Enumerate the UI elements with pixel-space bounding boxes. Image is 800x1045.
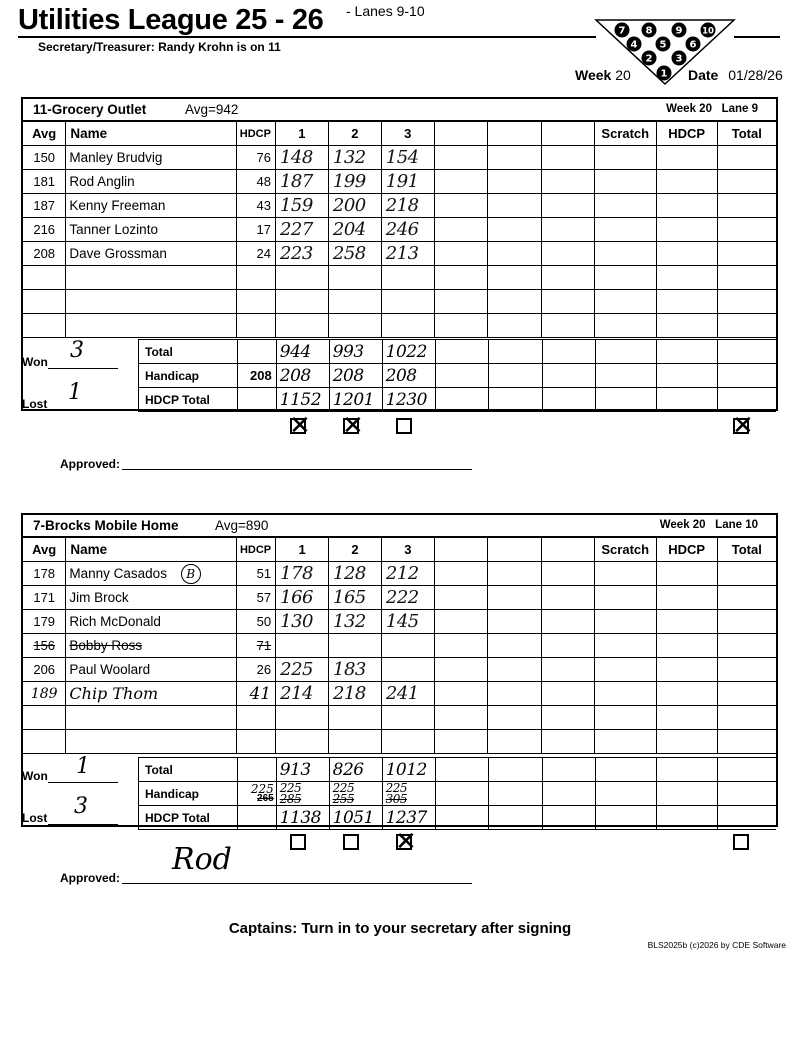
column-header-row (23, 538, 776, 562)
game-2-score: 218 (329, 682, 382, 706)
copyright: BLS2025b (c)2026 by CDE Software (647, 940, 786, 950)
player-hdcp: 41 (237, 682, 276, 706)
lost-line (48, 824, 118, 825)
player-row (23, 610, 776, 634)
game-3-hdcp-total: 1237 (382, 806, 435, 830)
game-3-score (381, 658, 434, 682)
player-name: Tanner Lozinto (66, 218, 237, 242)
col-blank (434, 122, 488, 146)
approved-line[interactable] (122, 883, 472, 884)
player-avg: 181 (23, 170, 66, 194)
game-3-win-checkbox[interactable] (396, 418, 412, 434)
player-name: Bobby Ross (66, 634, 237, 658)
player-name: Manley Brudvig (66, 146, 237, 170)
game-3-score: 145 (381, 610, 434, 634)
score-grid (23, 121, 776, 338)
player-row (23, 586, 776, 610)
player-hdcp: 57 (237, 586, 276, 610)
game-1-score: 227 (275, 218, 328, 242)
won-value: 1 (76, 754, 90, 779)
game-2-handicap-old: 255 (332, 791, 355, 806)
game-2-score: 132 (329, 610, 382, 634)
game-2-score: 132 (328, 146, 381, 170)
game-1-score: 225 (276, 658, 329, 682)
game-3-score: 213 (381, 242, 434, 266)
lost-label: Lost (22, 811, 48, 825)
pin-label: 9 (675, 25, 683, 37)
player-hdcp: 26 (237, 658, 276, 682)
player-row (23, 562, 776, 586)
game-2-hdcp-total: 1051 (329, 806, 382, 830)
game-2-score: 204 (328, 218, 381, 242)
player-avg: 216 (23, 218, 66, 242)
game-1-score: 223 (275, 242, 328, 266)
footer-instruction: Captains: Turn in to your secretary after signing (228, 920, 572, 937)
pin-label: 5 (659, 39, 667, 51)
game-1-score: 166 (276, 586, 329, 610)
game-1-score: 159 (275, 194, 328, 218)
game-2-total: 826 (329, 758, 382, 782)
empty-row (23, 706, 776, 730)
won-line (48, 368, 118, 369)
player-name: Rich McDonald (66, 610, 237, 634)
player-hdcp: 43 (237, 194, 276, 218)
player-name: Rod Anglin (66, 170, 237, 194)
score-grid (23, 537, 776, 754)
player-hdcp: 51 (237, 562, 276, 586)
team-week: Week 20 (659, 519, 706, 531)
title-rule (18, 36, 596, 38)
date-label: Date (688, 67, 719, 83)
pin-label: 4 (630, 39, 638, 51)
player-name: Jim Brock (66, 586, 237, 610)
week-label: Week (575, 67, 612, 83)
col-game-2: 2 (329, 538, 382, 562)
pin-label: 2 (645, 53, 653, 65)
player-hdcp: 17 (237, 218, 276, 242)
player-avg: 156 (23, 634, 66, 658)
league-title: Utilities League 25 - 26 (18, 4, 324, 36)
player-avg: 150 (23, 146, 66, 170)
player-avg: 171 (23, 586, 66, 610)
hdcp-total-row (139, 806, 777, 830)
game-1-score: 178 (276, 562, 329, 586)
player-avg: 179 (23, 610, 66, 634)
team-lane: Lane 9 (721, 103, 758, 115)
game-2-score: 128 (329, 562, 382, 586)
game-1-hdcp-total: 1152 (276, 388, 329, 412)
total-win-checkbox[interactable] (733, 834, 749, 850)
team-totals (138, 757, 776, 830)
hdcp-total-row (139, 388, 777, 412)
hdcp-total-label: HDCP Total (139, 388, 238, 412)
player-row (23, 242, 776, 266)
pin-label: 6 (689, 39, 697, 51)
col-hdcp-total: HDCP (656, 122, 717, 146)
empty-row (23, 730, 776, 754)
player-row-struck (23, 634, 776, 658)
team-week-lane (660, 519, 758, 531)
col-name: Name (66, 122, 237, 146)
approved-line[interactable] (122, 469, 472, 470)
col-avg: Avg (23, 538, 66, 562)
col-scratch: Scratch (594, 538, 656, 562)
pin-label: 8 (645, 25, 653, 37)
game-1-win-checkbox[interactable] (290, 834, 306, 850)
lost-label: Lost (22, 397, 48, 411)
team-name: 11-Grocery Outlet (33, 102, 147, 117)
team-header (23, 99, 776, 121)
handicap-label: Handicap (139, 782, 238, 806)
col-hdcp: HDCP (237, 538, 276, 562)
total-label: Total (139, 758, 238, 782)
empty-row (23, 266, 776, 290)
team-totals (138, 339, 776, 412)
game-1-score: 130 (276, 610, 329, 634)
game-2-handicap: 208 (329, 364, 382, 388)
empty-row (23, 314, 776, 338)
check-x-icon: ✕ (395, 827, 417, 857)
game-2-score: 183 (329, 658, 382, 682)
player-avg: 206 (23, 658, 66, 682)
player-name: Kenny Freeman (66, 194, 237, 218)
game-3-handicap: 225 (385, 780, 408, 795)
column-header-row (23, 122, 776, 146)
player-hdcp: 76 (237, 146, 276, 170)
game-3-handicap: 208 (382, 364, 435, 388)
team-week-lane (666, 103, 758, 115)
team-score-box (21, 97, 778, 411)
captain-signature: Rod (172, 842, 232, 877)
col-game-3: 3 (381, 122, 434, 146)
player-badge: B (181, 564, 201, 584)
col-blank (488, 122, 542, 146)
team-average: Avg=942 (185, 102, 239, 117)
game-1-score (276, 634, 329, 658)
game-1-handicap: 225 (279, 780, 302, 795)
title-rule-right (734, 36, 780, 38)
team-handicap (237, 782, 276, 806)
game-3-score: 212 (381, 562, 434, 586)
player-row (23, 218, 776, 242)
won-label: Won (22, 355, 48, 369)
team-lane: Lane 10 (715, 519, 758, 531)
game-3-score: 241 (381, 682, 434, 706)
handicap-label: Handicap (139, 364, 238, 388)
player-row (23, 682, 776, 706)
game-2-handicap: 225 (332, 780, 355, 795)
game-1-handicap-cell (276, 782, 329, 806)
player-name: Paul Woolard (66, 658, 237, 682)
game-1-total: 913 (276, 758, 329, 782)
week-value: 20 (615, 67, 631, 83)
lost-line (48, 410, 118, 411)
approved-label: Approved: (60, 457, 120, 471)
approved-label: Approved: (60, 871, 120, 885)
col-hdcp: HDCP (237, 122, 276, 146)
game-3-score: 191 (381, 170, 434, 194)
game-2-total: 993 (329, 340, 382, 364)
player-name: Chip Thom (66, 682, 237, 706)
col-name: Name (66, 538, 237, 562)
game-2-score (329, 634, 382, 658)
col-total: Total (717, 122, 776, 146)
check-x-icon: ✕ (732, 411, 754, 441)
col-blank (488, 538, 542, 562)
game-3-total: 1012 (382, 758, 435, 782)
game-1-score: 214 (276, 682, 329, 706)
game-2-score: 199 (328, 170, 381, 194)
pin-label: 1 (660, 68, 668, 80)
secretary-note: Secretary/Treasurer: Randy Krohn is on 11 (38, 40, 281, 54)
team-handicap-new: 225 (250, 781, 274, 796)
check-x-icon: ✕ (342, 411, 364, 441)
date-field (688, 67, 783, 83)
lanes-label: - Lanes 9-10 (346, 3, 425, 19)
player-row (23, 170, 776, 194)
game-1-total: 944 (276, 340, 329, 364)
hdcp-total-label: HDCP Total (139, 806, 238, 830)
team-handicap-old: 265 (257, 792, 274, 804)
team-average: Avg=890 (215, 518, 269, 533)
game-1-score: 187 (275, 170, 328, 194)
player-hdcp: 24 (237, 242, 276, 266)
week-field (575, 67, 631, 83)
game-2-score: 258 (328, 242, 381, 266)
game-1-hdcp-total: 1138 (276, 806, 329, 830)
game-1-handicap-old: 285 (279, 791, 302, 806)
player-row (23, 146, 776, 170)
check-x-icon: ✕ (289, 411, 311, 441)
player-avg: 189 (23, 682, 66, 706)
col-game-1: 1 (275, 122, 328, 146)
total-row (139, 758, 777, 782)
col-game-3: 3 (381, 538, 434, 562)
game-2-score: 200 (328, 194, 381, 218)
game-3-score: 246 (381, 218, 434, 242)
col-blank (542, 538, 595, 562)
total-label: Total (139, 340, 238, 364)
game-3-score: 154 (381, 146, 434, 170)
game-1-handicap: 208 (276, 364, 329, 388)
game-2-handicap-cell (329, 782, 382, 806)
game-3-score: 222 (381, 586, 434, 610)
player-name: Dave Grossman (66, 242, 237, 266)
total-row (139, 340, 777, 364)
player-avg: 178 (23, 562, 66, 586)
pin-label: 10 (702, 26, 714, 37)
game-3-handicap-old: 305 (385, 791, 408, 806)
lost-value: 1 (68, 380, 82, 405)
player-hdcp: 71 (237, 634, 276, 658)
col-avg: Avg (23, 122, 66, 146)
col-scratch: Scratch (594, 122, 656, 146)
pin-label: 7 (618, 25, 626, 37)
player-hdcp: 48 (237, 170, 276, 194)
game-3-hdcp-total: 1230 (382, 388, 435, 412)
col-blank (542, 122, 595, 146)
col-game-1: 1 (276, 538, 329, 562)
player-row (23, 658, 776, 682)
player-name-cell (66, 562, 237, 586)
player-row (23, 194, 776, 218)
team-name: 7-Brocks Mobile Home (33, 518, 179, 533)
game-3-score: 218 (381, 194, 434, 218)
col-hdcp-total: HDCP (656, 538, 717, 562)
game-3-handicap-cell (382, 782, 435, 806)
team-header (23, 515, 776, 537)
player-avg: 187 (23, 194, 66, 218)
date-value: 01/28/26 (728, 67, 783, 83)
col-total: Total (717, 538, 776, 562)
lost-value: 3 (74, 794, 88, 819)
player-hdcp: 50 (237, 610, 276, 634)
handicap-row (139, 364, 777, 388)
won-line (48, 782, 118, 783)
game-3-total: 1022 (382, 340, 435, 364)
handicap-row (139, 782, 777, 806)
game-2-hdcp-total: 1201 (329, 388, 382, 412)
player-name: Manny Casados (69, 565, 167, 581)
won-value: 3 (70, 338, 84, 363)
empty-row (23, 290, 776, 314)
player-avg: 208 (23, 242, 66, 266)
game-2-win-checkbox[interactable] (343, 834, 359, 850)
col-game-2: 2 (328, 122, 381, 146)
team-score-box (21, 513, 778, 827)
game-1-score: 148 (275, 146, 328, 170)
won-label: Won (22, 769, 48, 783)
team-handicap: 208 (237, 364, 276, 388)
pin-label: 3 (675, 53, 683, 65)
game-3-score (381, 634, 434, 658)
col-blank (434, 538, 488, 562)
game-2-score: 165 (329, 586, 382, 610)
team-week: Week 20 (666, 103, 712, 115)
